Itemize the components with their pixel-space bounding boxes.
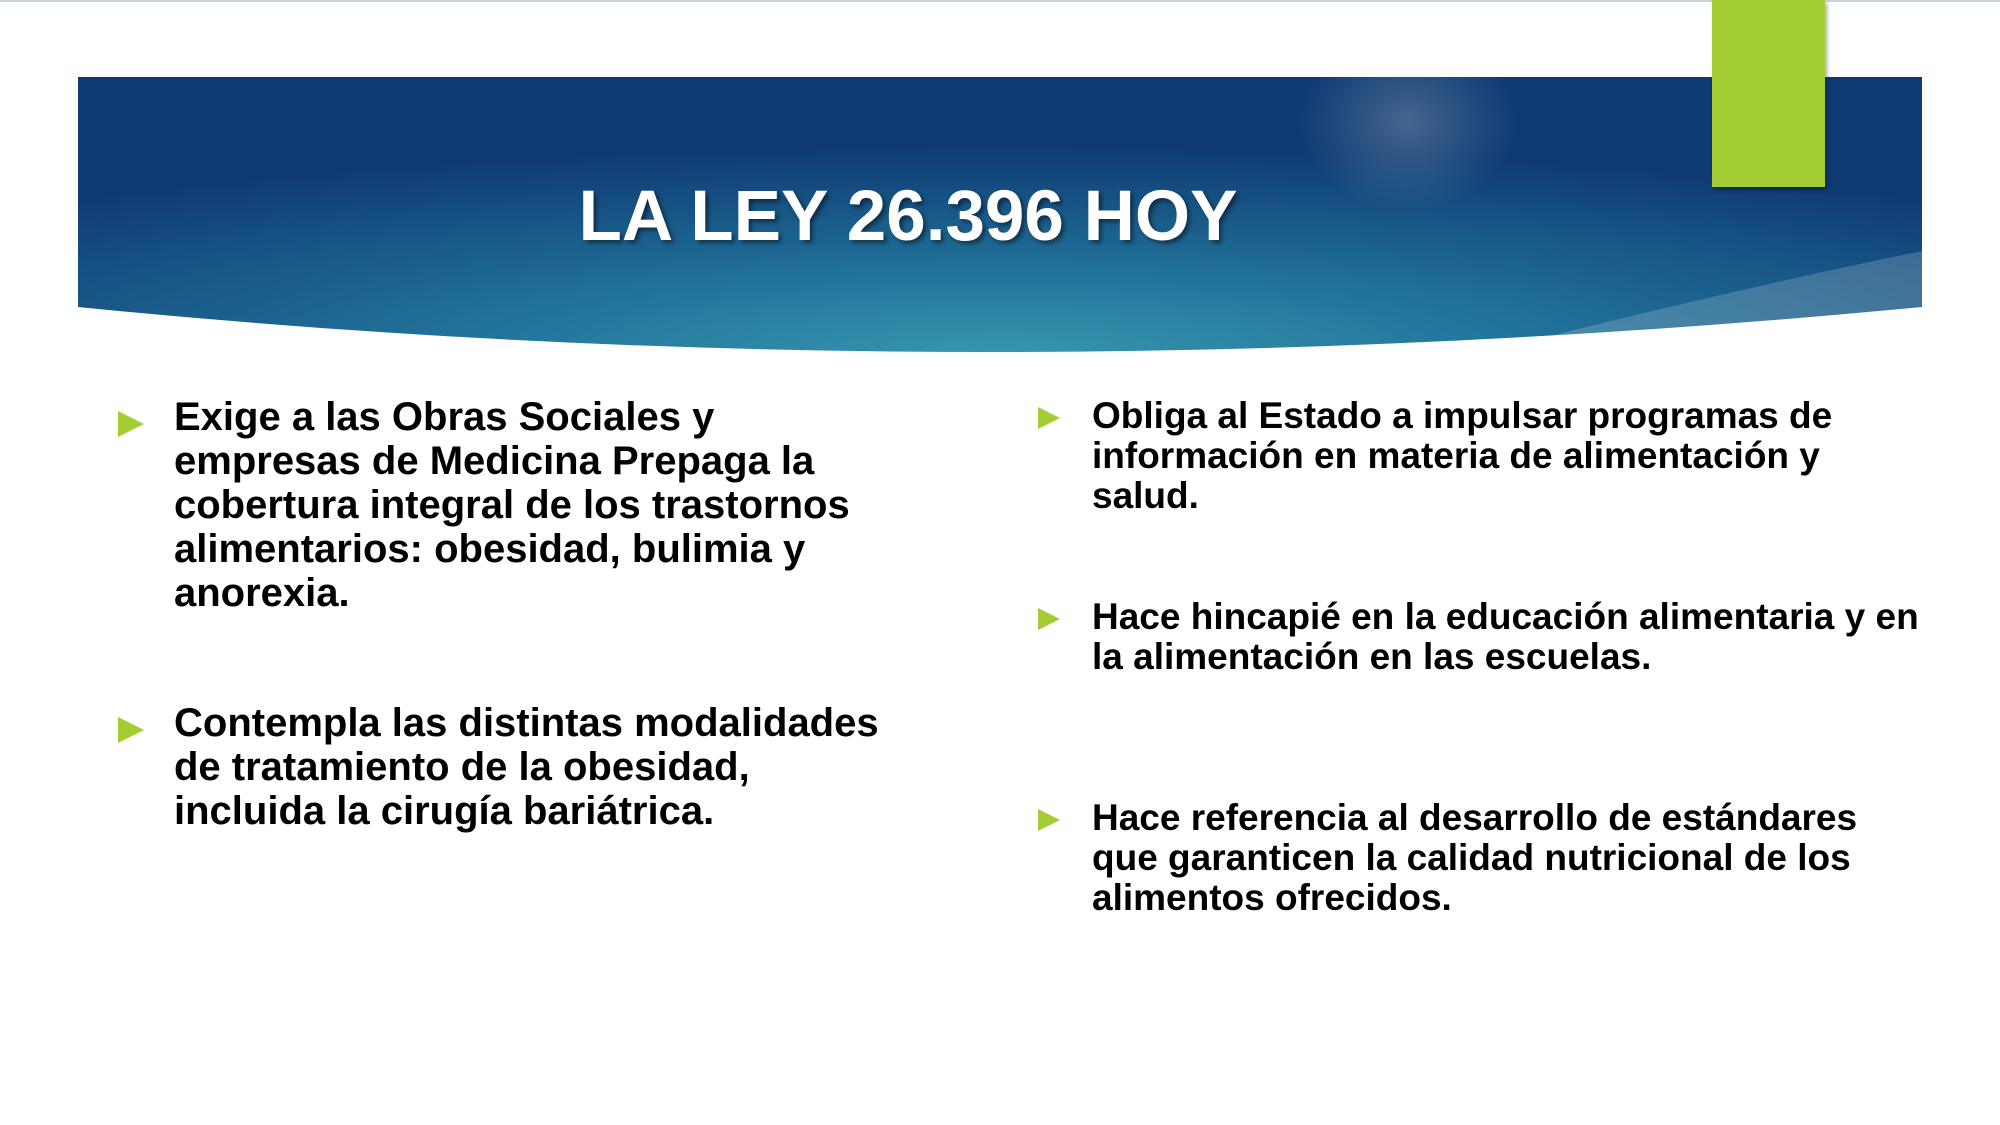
- bullet-item: [1038, 798, 1932, 918]
- bullet-text: Exige a las Obras Sociales y empresas de Medicina Prepaga la cobertura integral de los trastornos alimentarios: obesidad, bulimia y anorexia.: [174, 395, 850, 615]
- triangle-right-icon: [1038, 809, 1060, 831]
- top-divider: [0, 0, 2000, 2]
- bullet-item: [118, 395, 894, 615]
- triangle-right-icon: [1038, 407, 1060, 429]
- triangle-right-icon: [1038, 608, 1060, 630]
- accent-tab: [1712, 0, 1825, 187]
- slide-title: LA LEY 26.396 HOY: [578, 177, 1238, 256]
- bullet-item: [118, 701, 894, 833]
- triangle-right-icon: [118, 411, 144, 437]
- bullet-text: Hace hincapié en la educación alimentaria y en la alimentación en las escuelas.: [1092, 596, 1919, 677]
- triangle-right-icon: [118, 717, 144, 743]
- bullet-text: Contempla las distintas modalidades de tratamiento de la obesidad, incluida la cirugía bariátrica.: [174, 701, 879, 833]
- bullet-item: [1038, 396, 1932, 516]
- bullet-item: [1038, 597, 1932, 677]
- bullet-text: Hace referencia al desarrollo de estándares que garanticen la calidad nutricional de los alimentos ofrecidos.: [1092, 797, 1858, 918]
- bullet-text: Obliga al Estado a impulsar programas de información en materia de alimentación y salud.: [1092, 395, 1833, 516]
